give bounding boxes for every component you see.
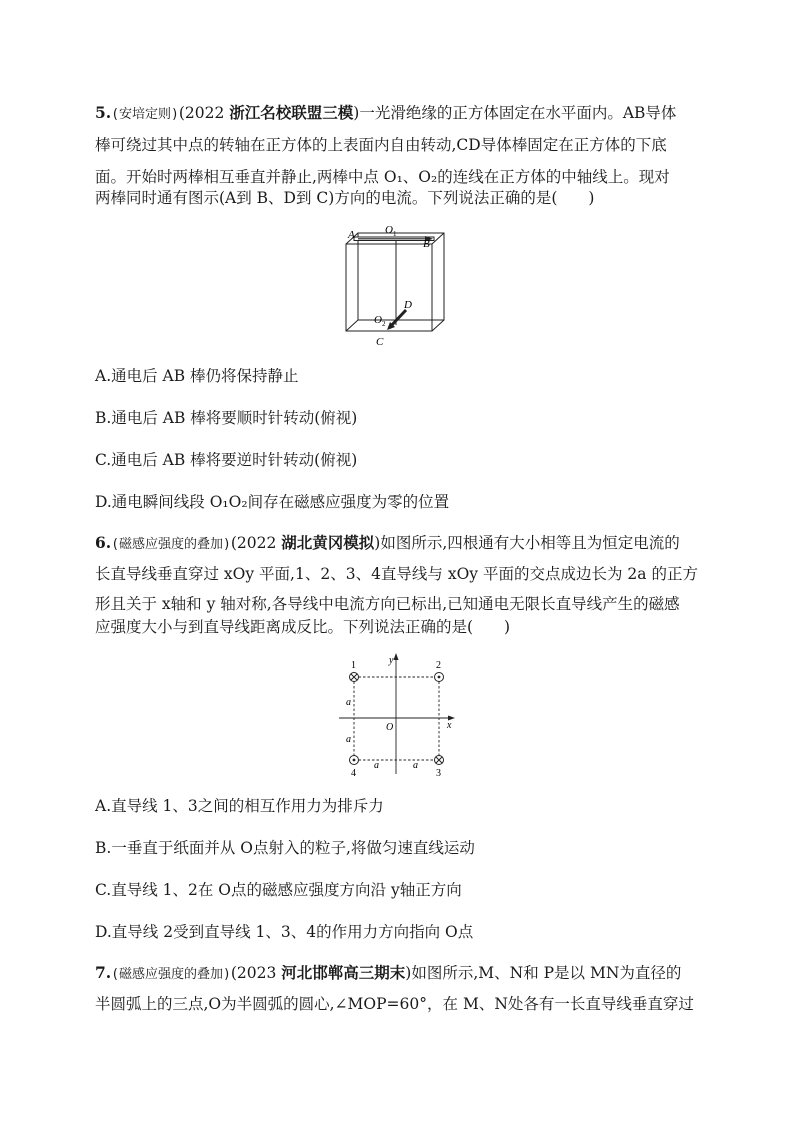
dashed-square xyxy=(354,677,439,760)
label-y-axis: y xyxy=(389,655,394,666)
q5-source: 浙江名校联盟三模 xyxy=(229,103,354,122)
label-c: C xyxy=(376,336,384,348)
q7-source-post: ) xyxy=(405,964,412,982)
wire-4-out-of-page-icon xyxy=(350,756,359,765)
label-a-upper-left: a xyxy=(346,697,351,708)
q5-topic-tag: (安培定则) xyxy=(111,107,179,122)
q6-option-c[interactable]: C.直导线 1、2在 O点的磁感应强度方向沿 y轴正方向 xyxy=(95,881,462,899)
q6-number: 6. xyxy=(95,533,112,552)
q6-stem-line-3: 形且关于 x轴和 y 轴对称,各导线中电流方向已标出,已知通电无限长直导线产生的磁感 xyxy=(95,595,680,613)
label-o2: O xyxy=(374,314,382,326)
label-o2-sub: 2 xyxy=(382,320,386,328)
cube-back-face xyxy=(358,233,444,320)
q6-option-d[interactable]: D.直导线 2受到直导线 1、3、4的作用力方向指向 O点 xyxy=(95,923,474,941)
label-o1-sub: 1 xyxy=(393,230,397,238)
q5-stem-line-4: 两棒同时通有图示(A到 B、D到 C)方向的电流。下列说法正确的是( ) xyxy=(95,189,595,207)
wire-2-out-of-page-icon xyxy=(435,673,444,682)
q7-source: 河北邯郸高三期末 xyxy=(281,963,406,982)
label-a-bottom-left: a xyxy=(374,760,379,771)
label-wire-4: 4 xyxy=(351,768,356,779)
cube-front-face xyxy=(346,244,432,331)
label-x-axis: x xyxy=(447,720,452,731)
label-d: D xyxy=(404,299,412,311)
label-wire-3: 3 xyxy=(436,768,441,779)
q6-stem-text-1: 如图所示,四根通有大小相等且为恒定电流的 xyxy=(380,534,680,552)
label-wire-1: 1 xyxy=(351,660,356,671)
q5-stem-line-1 xyxy=(95,102,676,126)
q6-topic-tag: (磁感应强度的叠加) xyxy=(111,537,231,552)
y-axis-arrow-icon xyxy=(394,653,399,660)
q5-number: 5. xyxy=(95,103,112,122)
label-b: B xyxy=(423,238,430,250)
q5-source-post: ) xyxy=(353,104,360,122)
q6-stem-line-4: 应强度大小与到直导线距离成反比。下列说法正确的是( ) xyxy=(95,618,511,636)
q6-source: 湖北黄冈模拟 xyxy=(281,533,375,552)
q6-option-b[interactable]: B.一垂直于纸面并从 O点射入的粒子,将做匀速直线运动 xyxy=(95,839,475,857)
q6-stem-line-2: 长直导线垂直穿过 xOy 平面,1、2、3、4直导线与 xOy 平面的交点成边长为 2a 的正方 xyxy=(95,565,698,583)
q6-source-post: ) xyxy=(374,534,381,552)
q5-stem-line-2: 棒可绕过其中点的转轴在正方体的上表面内自由转动,CD导体棒固定在正方体的下底 xyxy=(95,136,667,154)
q5-stem-line-3: 面。开始时两棒相互垂直并静止,两棒中点 O₁、O₂的连线在正方体的中轴线上。现对 xyxy=(95,168,670,186)
q7-source-pre: (2023 xyxy=(230,964,282,982)
q5-option-a[interactable]: A.通电后 AB 棒仍将保持静止 xyxy=(95,367,299,385)
q5-source-pre: (2022 xyxy=(178,104,230,122)
q7-stem-text-1: 如图所示,M、N和 P是以 MN为直径的 xyxy=(411,964,682,982)
q5-option-c[interactable]: C.通电后 AB 棒将要逆时针转动(俯视) xyxy=(95,451,358,469)
q5-option-b[interactable]: B.通电后 AB 棒将要顺时针转动(俯视) xyxy=(95,409,358,427)
q7-stem-line-2: 半圆弧上的三点,O为半圆弧的圆心,∠MOP=60°，在 M、N处各有一长直导线垂直穿过 xyxy=(95,995,694,1013)
q7-number: 7. xyxy=(95,963,112,982)
q7-topic-tag: (磁感应强度的叠加) xyxy=(111,967,231,982)
q5-cube-figure xyxy=(336,222,456,350)
q6-stem-line-1 xyxy=(95,532,680,556)
q7-stem-line-1 xyxy=(95,962,681,986)
label-wire-2: 2 xyxy=(436,660,441,671)
q6-option-a[interactable]: A.直导线 1、3之间的相互作用力为排斥力 xyxy=(95,797,384,815)
label-a-lower-left: a xyxy=(346,734,351,745)
label-a: A xyxy=(348,229,355,241)
q6-source-pre: (2022 xyxy=(230,534,282,552)
q6-wires-figure xyxy=(334,650,464,780)
wire-1-into-page-icon xyxy=(350,673,359,682)
q5-stem-text-1: 一光滑绝缘的正方体固定在水平面内。AB导体 xyxy=(359,104,677,122)
label-o1: O xyxy=(385,224,393,236)
wire-3-into-page-icon xyxy=(435,756,444,765)
label-a-bottom-right: a xyxy=(413,760,418,771)
q5-option-d[interactable]: D.通电瞬间线段 O₁O₂间存在磁感应强度为零的位置 xyxy=(95,493,450,511)
label-origin: O xyxy=(386,722,394,733)
